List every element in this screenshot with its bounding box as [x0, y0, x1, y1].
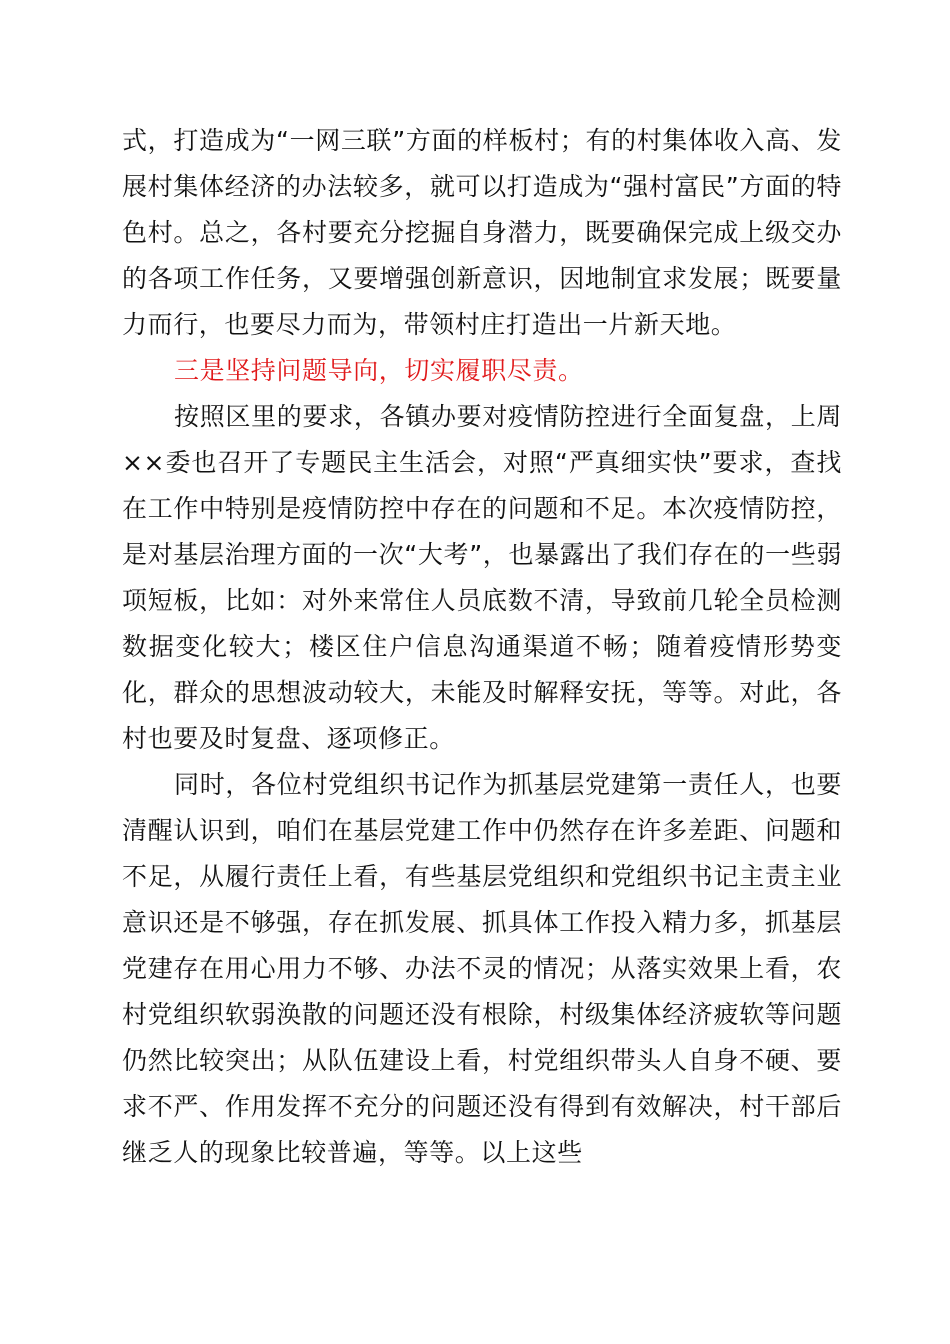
paragraph-party-building: 同时，各位村党组织书记作为抓基层党建第一责任人，也要清醒认识到，咱们在基层党建工作中仍然存在许多差距、问题和不足，从履行责任上看，有些基层党组织和党组织书记主责主业意识还是不够强，存在抓发展、抓具体工作投入精力多，抓基层党建存在用心用力不够、办法不灵的情况；从落实效果上看，农村党组织软弱涣散的问题还没有根除，村级集体经济疲软等问题仍然比较突出；从队伍建设上看，村党组织带头人自身不硬、要求不严、作用发挥不充分的问题还没有得到有效解决，村干部后继乏人的现象比较普遍，等等。以上这些: [122, 770, 842, 1167]
section-heading: 三是坚持问题导向，切实履职尽责。: [174, 356, 584, 385]
document-page: [122, 118, 842, 1176]
paragraph-review: 按照区里的要求，各镇办要对疫情防控进行全面复盘，上周××委也召开了专题民主生活会，对照“严真细实快”要求，查找在工作中特别是疫情防控中存在的问题和不足。本次疫情防控，是对基层治理方面的一次“大考”，也暴露出了我们存在的一些弱项短板，比如：对外来常住人员底数不清，导致前几轮全员检测数据变化较大；楼区住户信息沟通渠道不畅；随着疫情形势变化，群众的思想波动较大，未能及时解释安抚，等等。对此，各村也要及时复盘、逐项修正。: [122, 402, 842, 753]
paragraph-continuation: 式，打造成为“一网三联”方面的样板村；有的村集体收入高、发展村集体经济的办法较多，就可以打造成为“强村富民”方面的特色村。总之，各村要充分挖掘自身潜力，既要确保完成上级交办的各项工作任务，又要增强创新意识，因地制宜求发展；既要量力而行，也要尽力而为，带领村庄打造出一片新天地。: [122, 126, 842, 339]
